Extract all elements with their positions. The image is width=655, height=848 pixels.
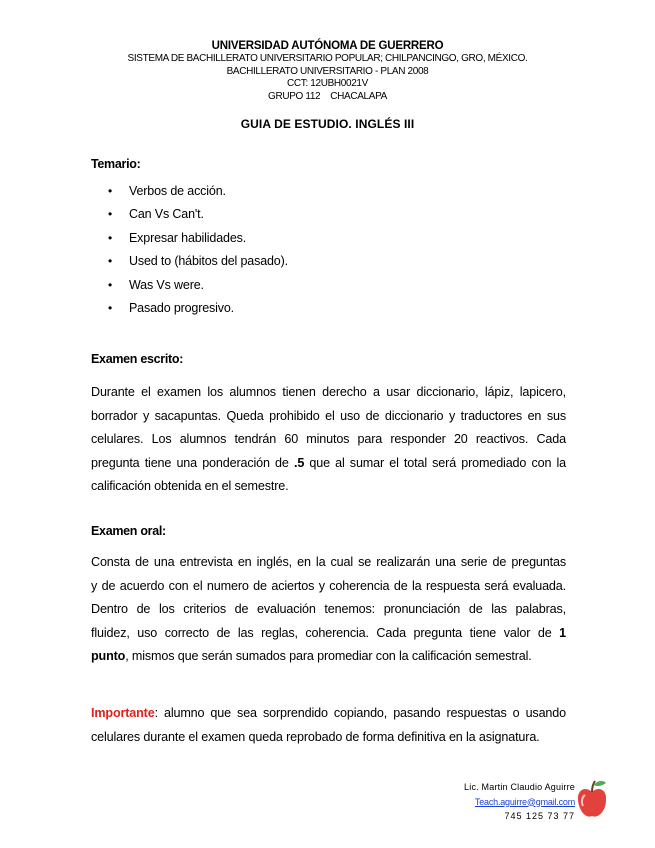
phone-number: 745 125 73 77 [504, 811, 575, 821]
paragraph-line [91, 622, 566, 646]
text-run: pregunta tiene una ponderación de [91, 455, 294, 470]
cct-line: CCT: 12UBH0021V [287, 78, 368, 90]
bullet-icon: • [108, 254, 113, 269]
oral-paragraph [91, 551, 566, 669]
bullet-icon: • [108, 207, 113, 222]
paragraph-line [91, 702, 566, 726]
document-header [0, 40, 655, 103]
paragraph-line [91, 452, 566, 476]
list-item-text: Was Vs were. [129, 277, 204, 292]
paragraph-line: Dentro de los criterios de evaluación tenemos: pronunciación de las palabras, [91, 602, 566, 616]
list-item-text: Verbos de acción. [129, 184, 226, 198]
plan-line: BACHILLERATO UNIVERSITARIO - PLAN 2008 [226, 65, 429, 77]
apple-icon [575, 778, 609, 822]
text-run: : alumno que sea sorprendido copiando, pasando respuestas o usando [154, 706, 566, 720]
paragraph-line: calificación obtenida en el semestre. [91, 479, 289, 493]
list-item [91, 180, 288, 203]
importante-paragraph [91, 702, 566, 749]
bold-value: 1 [559, 625, 566, 640]
paragraph-line: celulares. Los alumnos tendrán 60 minutos para responder 20 reactivos. Cada [91, 432, 566, 446]
signature-block [445, 780, 575, 824]
group-number: GRUPO 112 [268, 90, 321, 102]
important-label: Importante [91, 706, 155, 720]
bullet-icon: • [108, 277, 113, 292]
list-item-text: Expresar habilidades. [129, 230, 247, 245]
bold-value: .5 [293, 455, 305, 470]
paragraph-line [91, 645, 566, 669]
temario-list [91, 180, 288, 320]
bullet-icon: • [108, 230, 113, 245]
escrito-heading: Examen escrito: [91, 352, 184, 366]
list-item [91, 203, 288, 226]
text-run: , mismos que serán sumados para promediar con la calificación semestral. [125, 649, 532, 663]
system-name: SISTEMA DE BACHILLERATO UNIVERSITARIO POPULAR; CHILPANCINGO, GRO, MÉXICO. [127, 53, 528, 64]
bullet-icon: • [108, 300, 113, 315]
list-item [91, 227, 288, 250]
email-link[interactable]: Teach.aguirre@gmail.com [474, 796, 575, 807]
group-place: CHACALAPA [330, 90, 387, 102]
list-item-text: Used to (hábitos del pasado). [129, 254, 288, 269]
text-run: que al sumar el total será promediado con la [304, 455, 566, 470]
bullet-icon: • [108, 184, 113, 198]
page-title: GUIA DE ESTUDIO. INGLÉS III [240, 117, 415, 131]
list-item [91, 250, 288, 273]
list-item [91, 274, 288, 297]
paragraph-line: Consta de una entrevista en inglés, en la cual se realizarán una serie de preguntas [91, 555, 566, 569]
escrito-paragraph [91, 381, 566, 499]
paragraph-line: borrador y sacapuntas. Queda prohibido el uso de diccionario y traductores en sus [91, 408, 566, 423]
university-name: UNIVERSIDAD AUTÓNOMA DE GUERRERO [211, 40, 444, 52]
paragraph-line: celulares durante el examen queda reprobado de forma definitiva en la asignatura. [91, 729, 540, 744]
list-item [91, 297, 288, 320]
bold-value: punto [91, 649, 126, 663]
oral-heading: Examen oral: [91, 524, 166, 538]
paragraph-line: y de acuerdo con el numero de aciertos y coherencia de la respuesta será evaluada. [91, 578, 566, 593]
group-line [0, 91, 655, 104]
list-item-text: Pasado progresivo. [129, 300, 235, 315]
signature-name: Lic. Martin Claudio Aguirre [464, 782, 575, 792]
text-run: fluidez, uso correcto de las reglas, coherencia. Cada pregunta tiene valor de [91, 625, 560, 640]
list-item-text: Can Vs Can't. [129, 207, 204, 222]
temario-heading: Temario: [91, 157, 141, 171]
paragraph-line: Durante el examen los alumnos tienen derecho a usar diccionario, lápiz, lapicero, [91, 385, 566, 399]
